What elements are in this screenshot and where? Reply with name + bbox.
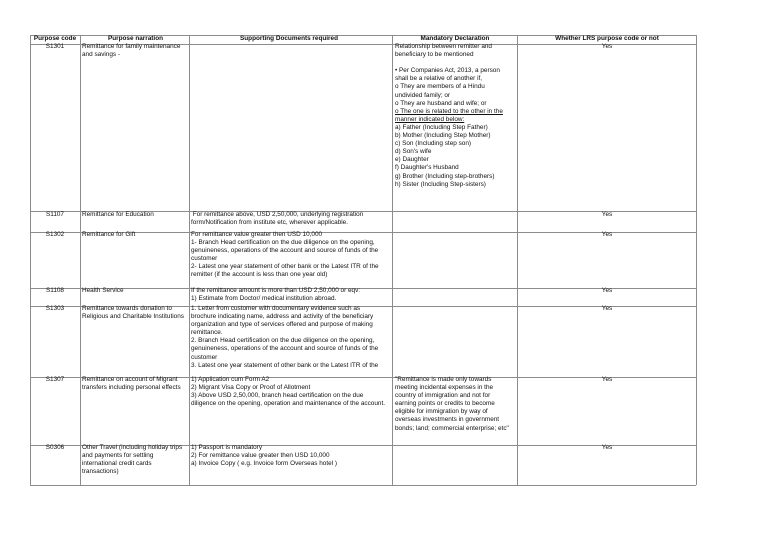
table-row-s1302-code: S1302 [45,231,65,238]
header-mandatory-declaration: Mandatory Declaration [420,35,490,42]
table-row-s1108-narration: Health Service [82,287,124,294]
table-row-s1303-narration: Remittance towards donation to Religious and Charitable Institutions [82,305,184,321]
grid-line [189,35,190,485]
grid-line [30,485,696,486]
table-row-s1107-lrs: Yes [601,211,613,218]
header-purpose-narration: Purpose narration [107,35,164,42]
table-row-s1307-lrs: Yes [601,376,613,383]
table-row-s1108-lrs: Yes [601,287,613,294]
header-purpose-code: Purpose code [33,35,77,42]
table-row-s1307-documents: 1) Application cum Form A2 2) Migrant Visa Copy or Proof of Allotment 3) Above USD 2,50,000, branch head certification on the due diligence on the opening, operation and maintenance of the account. [191,376,385,408]
table-row-s1107-documents: For remittance above, USD 2,50,000, underlying registration form/Notification from institute etc, wherever applicable. [191,211,364,227]
table-row-s1302-narration: Remittance for Gift [82,231,136,238]
table-row-s1301-lrs: Yes [601,43,613,50]
header-supporting-documents: Supporting Documents required [240,35,338,42]
table-row-s1302-documents: For remittance value greater then USD 10,000 1- Branch Head certification on the due diligence on the opening, genuineness, operations of the account and source of funds of the customer 2- Latest one year statement of other bank or the Latest ITR of the remitter (if the account is less than one year old) [191,231,379,279]
table-row-s1303-lrs: Yes [601,305,613,312]
lrs-purpose-code-table [30,35,696,485]
grid-line [392,35,393,485]
table-row-s1302-lrs: Yes [601,231,613,238]
table-row-s1303-code: S1303 [45,305,65,312]
table-row-s1108-code: S1108 [45,287,64,294]
table-row-s0306-narration: Other Travel (including holiday trips and payments for settling international credit cards transactions) [82,444,183,476]
table-row-s1301-narration: Remittance for family maintenance and savings - [82,43,181,59]
table-row-s1107-code: S1107 [45,211,64,218]
table-row-s0306-lrs: Yes [601,444,613,451]
table-row-s1307-declaration: "Remittance is made only towards meeting incidental expenses in the country of immigration and not for earning points or credits to become eligible for immigration by way of overseas investments in government bonds; land; commercial enterprise; etc" [395,376,509,432]
table-row-s1301-declaration: Relationship between remitter and beneficiary to be mentioned • Per Companies Act, 2013, a person shall be a relative of another if, o They are members of a Hindu undivided family; or o They are husband and wife; or o The one is related to the other in the manner indicated below: a) Father (Including Step Father) b) Mother (Including Step Mother) c) Son (Including step son) d) Son's wife e) Daughter f) Daughter's Husband g) Brother (Including step-brothers) h) Sister (Including Step-sisters) [395,43,503,188]
table-row-s1301-code: S1301 [45,43,65,50]
table-row-s1303-documents: 1. Letter from customer with documentary evidence such as brochure indicating name, address and activity of the beneficiary organization and type of services offered and purpose of making remittance. 2. Branch Head certification on the due diligence on the opening, genuineness, operations of the account and source of funds of the customer 3. Latest one year statement of other bank or the Latest ITR of the [191,305,379,369]
table-row-s0306-code: S0306 [45,444,65,451]
grid-line [80,35,81,485]
header-lrs-flag: Whether LRS purpose code or not [555,35,659,42]
grid-line [696,35,697,485]
table-row-s1307-narration: Remittance on account of Migrant transfers including personal effects [82,376,181,392]
table-row-s1108-documents: If the remittance amount is more than USD 2,50,000 or eqv: 1) Estimate from Doctor/ medical institution abroad. [191,287,361,303]
table-row-s1307-code: S1307 [45,376,65,383]
table-row-s1107-narration: Remittance for Education [82,211,154,218]
table-row-s0306-documents: 1) Passport is mandatory 2) For remittance value greater then USD 10,000 a) Invoice Copy ( e.g. Invoice form Overseas hotel ) [191,444,337,468]
